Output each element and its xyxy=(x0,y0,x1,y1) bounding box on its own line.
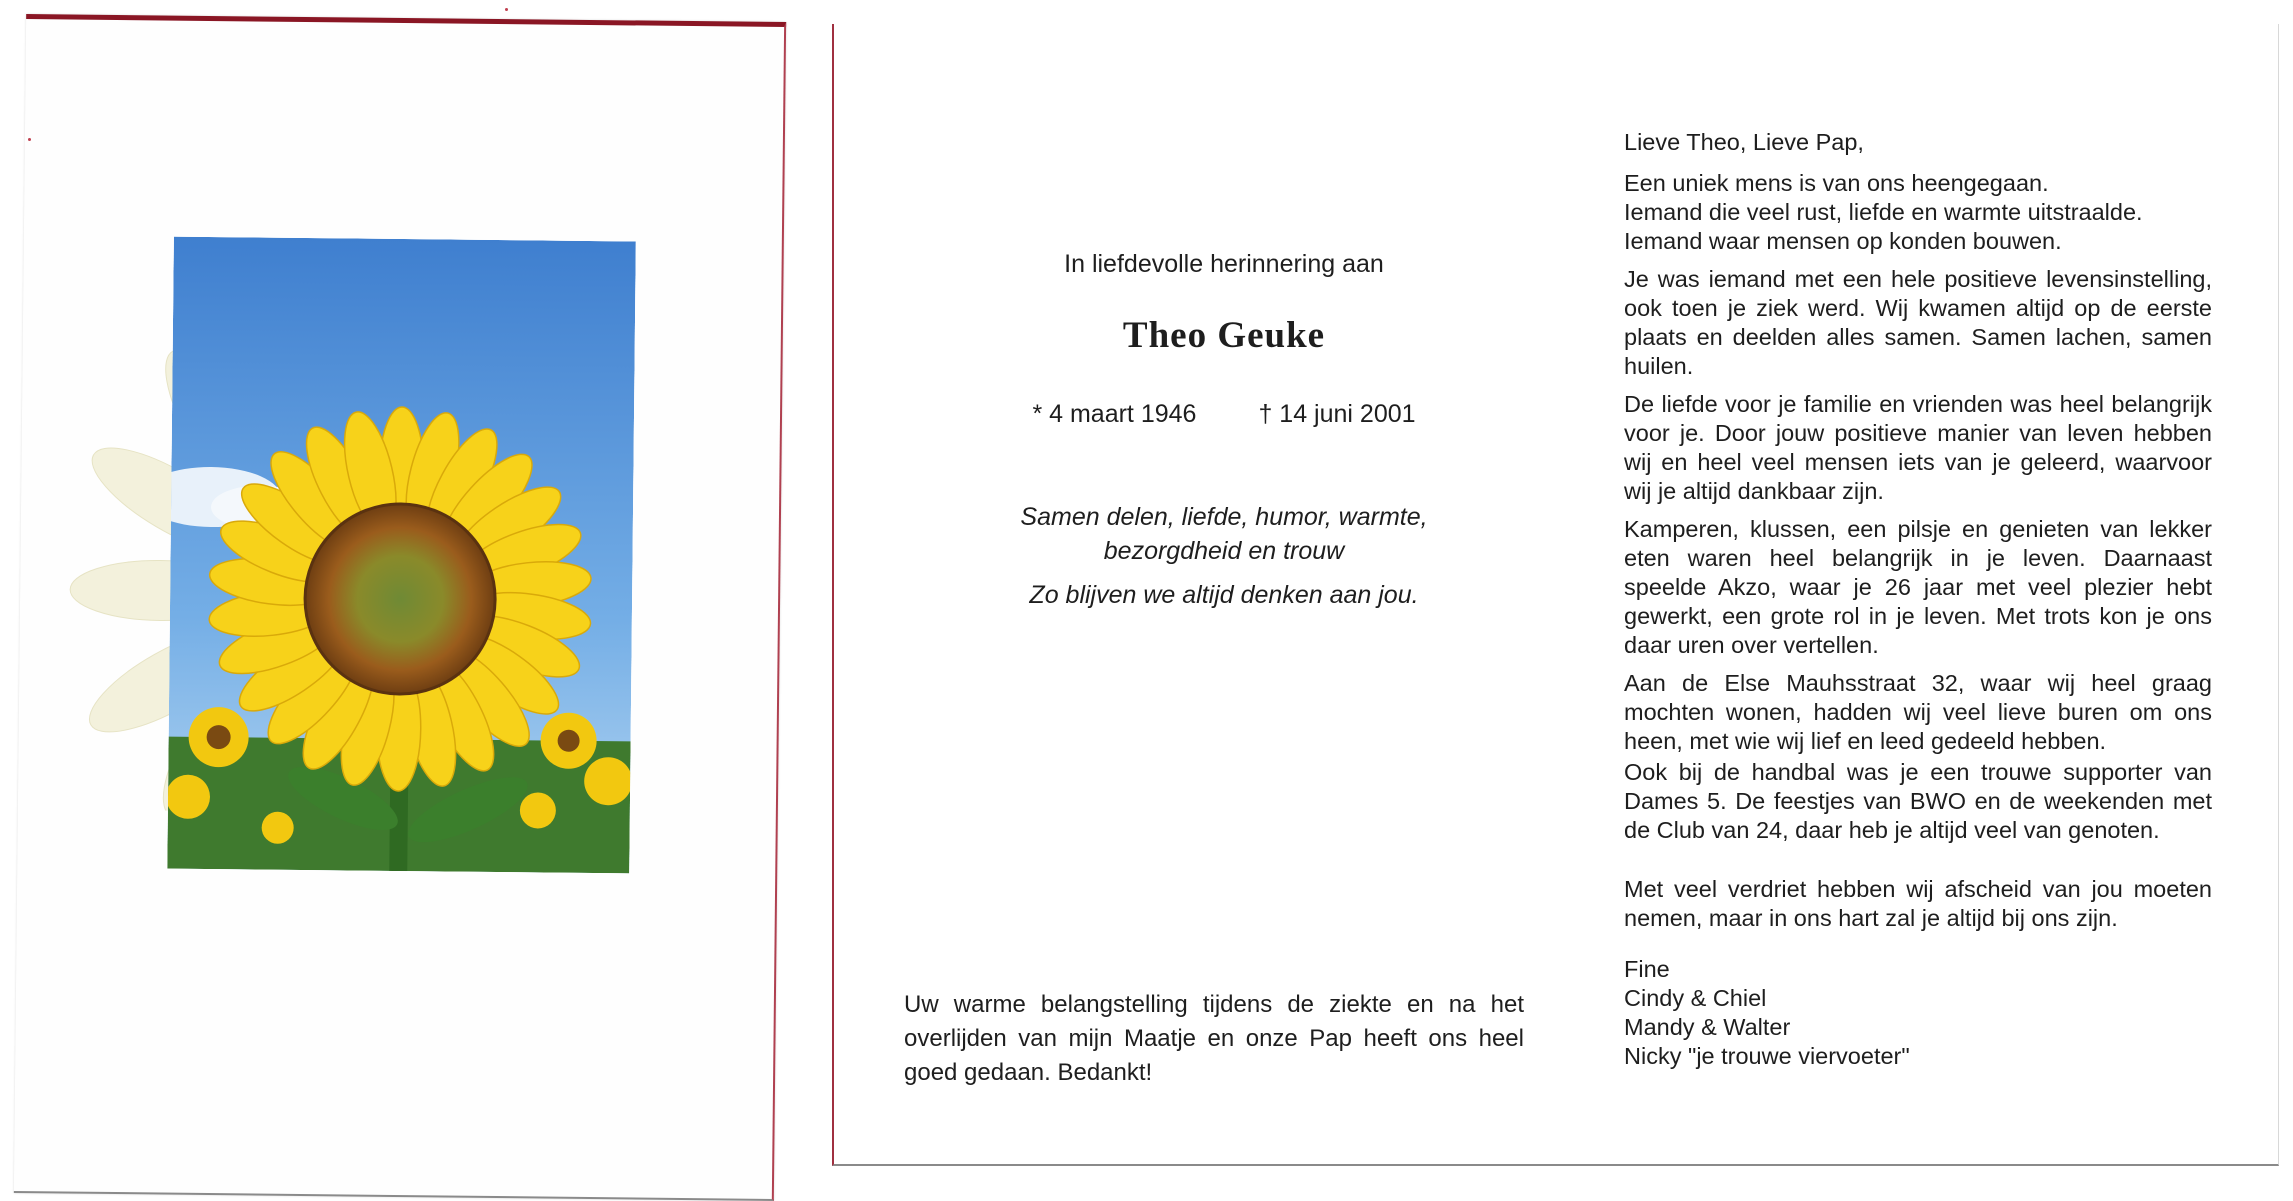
letter-greeting: Lieve Theo, Lieve Pap, xyxy=(1624,129,1864,155)
signer: Nicky "je trouwe viervoeter" xyxy=(1624,1043,1910,1069)
sunflower-photo xyxy=(167,237,636,874)
paper-speck xyxy=(505,8,508,11)
life-dates xyxy=(984,400,1464,429)
letter xyxy=(1624,128,2212,1071)
letter-paragraph: Ook bij de handbal was je een trouwe supporter van Dames 5. De feestjes van BWO en de weekenden met de Club van 24, daar heb je altijd veel van genoten. xyxy=(1624,759,2212,843)
intro-text: In liefdevolle herinnering aan xyxy=(1064,250,1384,278)
letter-line: Iemand die veel rust, liefde en warmte uitstraalde. xyxy=(1624,199,2143,225)
birth-date: * 4 maart 1946 xyxy=(1032,400,1197,428)
motto-line: bezorgdheid en trouw xyxy=(1103,537,1345,565)
thanks-text: Uw warme belangstelling tijdens de ziekte en na het overlijden van mijn Maatje en onze Pap heeft ons heel goed gedaan. Bedankt! xyxy=(904,991,1524,1086)
letter-paragraph: De liefde voor je familie en vrienden was heel belangrijk voor je. Door jouw positieve manier van leven hebben wij en heel veel mensen iets van je geleerd, waarvoor wij je altijd dankbaar zijn. xyxy=(1624,391,2212,504)
letter-closing: Met veel verdriet hebben wij afscheid van jou moeten nemen, maar in ons hart zal je altijd bij ons zijn. xyxy=(1624,876,2212,931)
motto xyxy=(984,500,1464,612)
motto-line: Zo blijven we altijd denken aan jou. xyxy=(1029,581,1419,609)
signer: Fine xyxy=(1624,956,1670,982)
death-date: † 14 juni 2001 xyxy=(1258,400,1416,428)
letter-paragraph: Kamperen, klussen, een pilsje en genieten van lekker eten waren heel belangrijk in je leven. Daarnaast speelde Akzo, waar je 26 jaar met veel plezier hebt gewerkt, een grote rol in je leven. Met trots kon je ons daar uren over vertellen. xyxy=(1624,516,2212,658)
letter-line: Iemand waar mensen op konden bouwen. xyxy=(1624,228,2062,254)
letter-paragraph: Je was iemand met een hele positieve levensinstelling, ook toen je ziek werd. Wij kwamen altijd op de eerste plaats en deelden alles samen. Samen lachen, samen huilen. xyxy=(1624,266,2212,379)
letter-paragraph: Aan de Else Mauhsstraat 32, waar wij heel graag mochten wonen, hadden wij veel lieve buren om ons heen, met wie wij lief en leed gedeeld hebben. xyxy=(1624,670,2212,754)
card-inside xyxy=(832,24,2279,1166)
card-front xyxy=(14,14,786,1201)
signer: Mandy & Walter xyxy=(1624,1014,1791,1040)
signer: Cindy & Chiel xyxy=(1624,985,1767,1011)
deceased-name: Theo Geuke xyxy=(1122,315,1326,356)
motto-line: Samen delen, liefde, humor, warmte, xyxy=(1020,503,1428,531)
paper-speck xyxy=(28,138,31,141)
letter-line: Een uniek mens is van ons heengegaan. xyxy=(1624,170,2049,196)
letter-opening xyxy=(1624,169,2212,256)
signers xyxy=(1624,955,2212,1071)
